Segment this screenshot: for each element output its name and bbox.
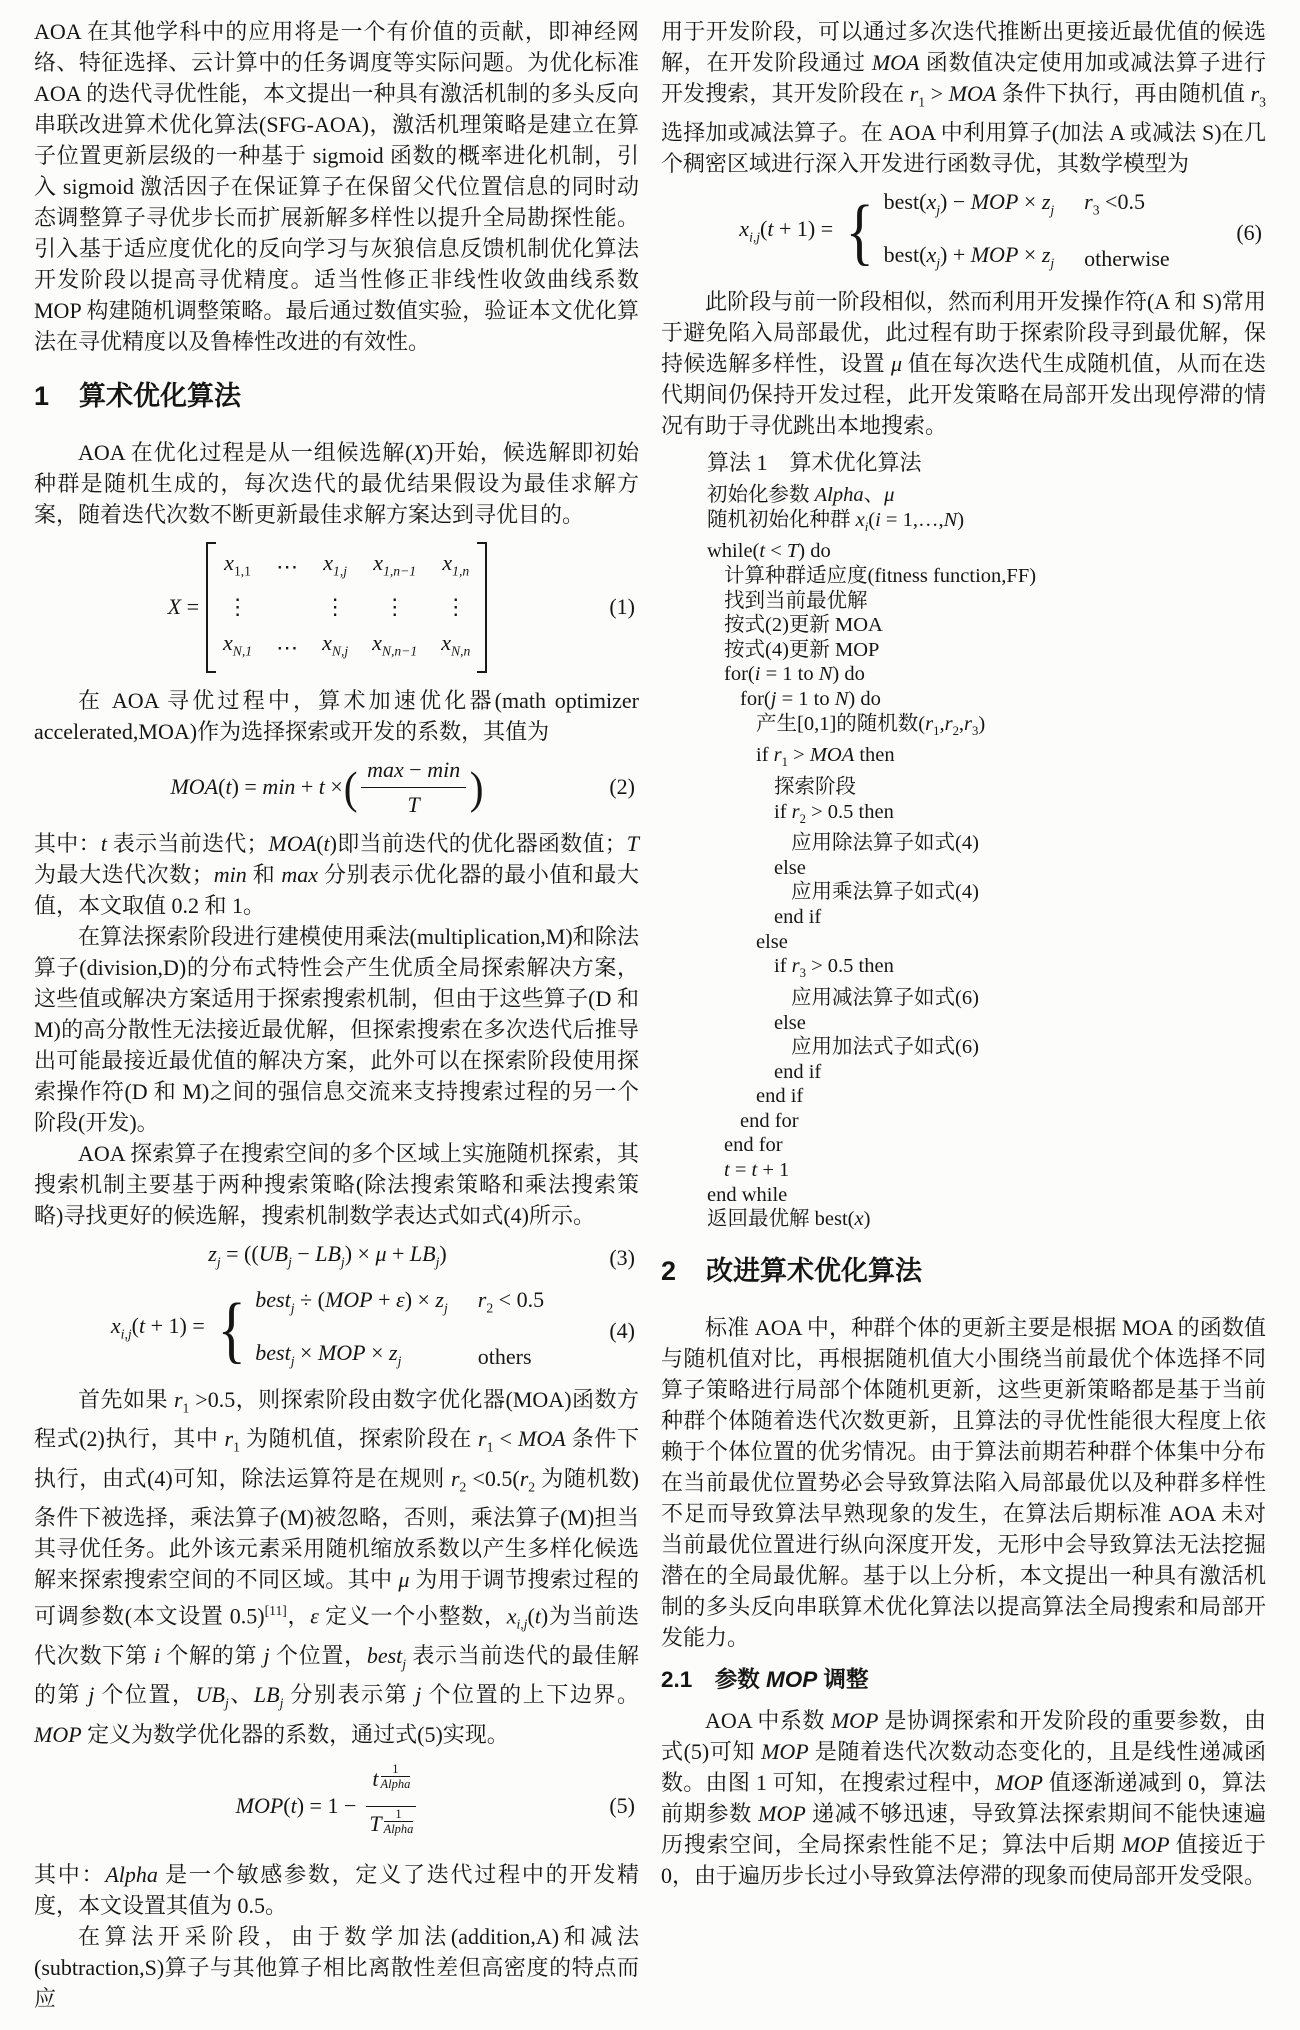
equation-lhs: MOA(t) = min + t × xyxy=(170,774,343,800)
cases xyxy=(255,1285,544,1376)
paragraph: 在算法探索阶段进行建模使用乘法(multiplication,M)和除法算子(division,D)的分布式特性会产生优质全局探索解决方案，这些值或解决方案适用于探索搜索机制，但由于这些算子(D 和 M)的高分散性无法接近最优解，但探索搜索在多次迭代后推导出可能最接近最优值的解决方案，此外可以在探索阶段使用探索操作符(D 和 M)之间的强信息交流来支持搜索过程的另一个阶段(开发)。 xyxy=(34,923,639,1135)
section-title: 改进算术优化算法 xyxy=(706,1255,923,1286)
algorithm-line: 应用乘法算子如式(4) xyxy=(791,881,979,904)
matrix-bracket-left-icon xyxy=(206,542,216,673)
brace-icon: { xyxy=(217,1288,246,1371)
section-number: 2 xyxy=(661,1255,677,1286)
algorithm-line: else xyxy=(756,930,788,953)
paragraph: 在 AOA 寻优过程中，算术加速优化器(math optimizer accelerated,MOA)作为选择探索或开发的系数，其值为 xyxy=(34,687,639,744)
equation-number: (6) xyxy=(1236,219,1262,245)
section-heading-1 xyxy=(34,379,639,413)
algorithm-line: 应用除法算子如式(4) xyxy=(791,832,979,855)
equation-3 xyxy=(34,1239,635,1277)
section-heading-2 xyxy=(661,1254,1266,1288)
equation-lhs: MOP(t) = 1 − xyxy=(235,1793,357,1819)
variable-t: t xyxy=(372,1765,379,1791)
algorithm-line: else xyxy=(774,856,806,879)
algorithm-line: end while xyxy=(707,1183,788,1206)
equation-number: (5) xyxy=(609,1793,635,1819)
variable-T: T xyxy=(369,1810,382,1836)
matrix-cell: ⋮ xyxy=(324,594,347,620)
algorithm-title: 算法 1 算术优化算法 xyxy=(707,450,922,476)
paren-left-icon: ( xyxy=(343,761,358,813)
matrix-cell: $x_{N,n}$ xyxy=(441,630,471,659)
algorithm-line: end if xyxy=(774,906,822,929)
equation-lhs: X = xyxy=(167,594,200,620)
case-expression: best$_j$ × MOP × $z_j$ xyxy=(255,1339,402,1368)
algorithm-line: 探索阶段 xyxy=(774,775,856,798)
paragraph: 其中：Alpha 是一个敏感参数，定义了迭代过程中的开发精度，本文设置其值为 0.5。 xyxy=(34,1861,639,1918)
algorithm-line: 产生[0,1]的随机数$(r_1,r_2,r_3)$ xyxy=(756,712,986,738)
case-condition: others xyxy=(477,1343,532,1369)
cases xyxy=(884,187,1170,278)
case-condition: $r_2 < 0.5$ xyxy=(477,1287,545,1316)
equation-lhs: $x_{i,j}(t + 1)$ = xyxy=(739,215,834,244)
equation-number: (1) xyxy=(609,594,635,620)
equation-number: (3) xyxy=(609,1244,635,1270)
algorithm-line: end for xyxy=(724,1134,783,1157)
algorithm-line: if $r_2 > 0.5$ then xyxy=(774,800,894,826)
algorithm-line: for(j = 1 to N) do xyxy=(740,688,881,711)
algorithm-line: 应用加法式子如式(6) xyxy=(791,1036,979,1059)
algorithm-line: end if xyxy=(774,1060,822,1083)
algorithm-line: 按式(2)更新 MOA xyxy=(724,614,883,637)
case-expression: $best(x_j)$ − MOP × $z_j$ xyxy=(883,189,1055,218)
algorithm-line: 随机初始化种群 $x_i(i$ = 1,…,N) xyxy=(707,508,965,534)
algorithm-line: 找到当前最优解 xyxy=(724,589,868,612)
algorithm-line: for(i = 1 to N) do xyxy=(724,663,865,686)
fraction-denominator: T xyxy=(407,791,420,817)
matrix-cell: ⋮ xyxy=(226,594,249,620)
case-condition: otherwise xyxy=(1084,245,1170,271)
algorithm-line: 应用减法算子如式(6) xyxy=(791,986,979,1009)
paragraph: 标准 AOA 中，种群个体的更新主要是根据 MOA 的函数值与随机值对比，再根据随机值大小围绕当前最优个体选择不同算子策略进行局部个体随机更新，这些更新策略都是基于当前种群个体随着迭代次数更新，且算法的寻优性能很大程度上依赖于个体位置的优劣情况。由于算法前期若种群个体集中分布在当前最优位置势必会导致算法陷入局部最优以及种群多样性不足而导致算法早熟现象的发生，在算法后期标准 AOA 未对当前最优位置进行纵向深度开发，无形中会导致算法无法挖掘潜在的全局最优解。基于以上分析，本文提出一种具有激活机制的多头反向串联算术优化算法以提高算法全局搜索和局部开发能力。 xyxy=(661,1314,1266,1650)
equation-1 xyxy=(34,542,635,673)
matrix-cell: $x_{1,j}$ xyxy=(323,550,348,579)
fraction xyxy=(366,1761,416,1849)
right-column xyxy=(661,16,1266,2014)
algorithm-block xyxy=(661,483,1266,1232)
algorithm-line: 按式(4)更新 MOP xyxy=(724,638,880,661)
equation-2 xyxy=(34,755,635,820)
algorithm-line: if $r_3 > 0.5$ then xyxy=(774,955,894,981)
case-expression: $best(x_j)$ + MOP × $z_j$ xyxy=(883,241,1055,271)
equation-4 xyxy=(34,1285,635,1376)
equation-number: (4) xyxy=(609,1317,635,1343)
paragraph-abstract: AOA 在其他学科中的应用将是一个有价值的贡献，即神经网络、特征选择、云计算中的任务调度等实际问题。为优化标准 AOA 的迭代寻优性能，本文提出一种具有激活机制的多头反向串联改进算术优化算法(SFG-AOA)，激活机理策略是建立在算子位置更新层级的一种基于 sigmoid 函数的概率进化机制，引入 sigmoid 激活因子在保证算子在保留父代位置信息的同时动态调整算子寻优步长而扩展新解多样性以提升全局勘探性能。引入基于适应度优化的反向学习与灰狼信息反馈机制优化算法开发阶段以提高寻优精度。适当性修正非线性收敛曲线系数 MOP 构建随机调整策略。最后通过数值实验，验证本文优化算法在寻优精度以及鲁棒性改进的有效性。 xyxy=(34,19,639,354)
section-number: 1 xyxy=(34,381,50,411)
equation-6 xyxy=(661,187,1262,278)
algorithm-line: 返回最优解 best(x) xyxy=(707,1208,871,1231)
section-title: 算术优化算法 xyxy=(79,381,242,411)
paragraph: 用于开发阶段，可以通过多次迭代推断出更接近最优值的候选解，在开发阶段通过 MOA 函数值决定使用加或减法算子进行开发搜索，其开发阶段在 $r_1$ > MOA 条件下执行，再由随机值 $r_3$ 选择加或减法算子。在 AOA 中利用算子(加法 A 或减法 S)在几个稠密区域进行深入开发进行函数寻优，其数学模型为 xyxy=(661,19,1266,177)
fraction-numerator xyxy=(366,1761,416,1807)
algorithm-line: 计算种群适应度(fitness function,FF) xyxy=(724,565,1037,588)
matrix-cell: ⋯ xyxy=(276,634,299,660)
matrix-bracket-right-icon xyxy=(477,542,487,673)
case-expression: best$_j$ ÷ $(MOP + \varepsilon) \times z_j$ xyxy=(255,1287,448,1316)
algorithm-line: t = t + 1 xyxy=(724,1159,790,1182)
exponent-fraction: 1 Alpha xyxy=(380,1761,411,1791)
matrix-cell: ⋯ xyxy=(276,554,299,580)
matrix xyxy=(221,542,472,673)
paragraph: 首先如果 $r_1 >0.5$，则探索阶段由数字优化器(MOA)函数方程式(2)执行，其中 $r_1$ 为随机值，探索阶段在 $r_1$ < MOA 条件下执行，由式(4)可知，除法运算符是在规则 $r_2 <0.5(r_2$ 为随机数)条件下被选择，乘法算子(M)被忽略，否则，乘法算子(M)担当其寻优任务。此外该元素采用随机缩放系数以产生多样化候选解来探索搜索空间的不同区域。其中 μ 为用于调节搜索过程的可调参数(本文设置 0.5)[11]，ε 定义一个小整数，$x_{i,j}(t)$为当前迭代次数下第 i 个解的第 j 个位置，best$_j$ 表示当前迭代的最佳解的第 j 个位置，$UB_j$、$LB_j$ 分别表示第 j 个位置的上下边界。MOP 定义为数学优化器的系数，通过式(5)实现。 xyxy=(34,1386,640,1747)
algorithm-line: 初始化参数 Alpha、μ xyxy=(707,484,895,507)
equation-lhs: $x_{i,j}(t + 1)$ = xyxy=(110,1313,205,1342)
algorithm-line: else xyxy=(774,1011,806,1034)
algorithm-line: while(t < T) do xyxy=(707,540,831,563)
paragraph: 此阶段与前一阶段相似，然而利用开发操作符(A 和 S)常用于避免陷入局部最优，此过程有助于探索阶段寻到最优解，保持候选解多样性，设置 μ 值在每次迭代生成随机值，从而在迭代期间仍保持开发过程，此开发策略在局部开发出现停滞的情况有助于寻优跳出本地搜索。 xyxy=(661,289,1266,439)
paragraph: AOA 探索算子在搜索空间的多个区域上实施随机探索，其搜索机制主要基于两种搜索策略(除法搜索策略和乘法搜索策略)寻找更好的候选解，搜索机制数学表达式如式(4)所示。 xyxy=(34,1140,639,1228)
matrix-cell: $x_{N,1}$ xyxy=(223,630,253,659)
matrix-cell: $x_{1,1}$ xyxy=(224,550,251,579)
brace-icon: { xyxy=(845,191,875,274)
algorithm-line: if $r_1$ > MOA then xyxy=(756,744,895,770)
paren-right-icon: ) xyxy=(469,761,484,813)
fraction xyxy=(361,755,466,820)
equation-5 xyxy=(34,1761,635,1849)
left-column xyxy=(34,16,639,2014)
paragraph: AOA 在优化过程是从一组候选解(X)开始，候选解即初始种群是随机生成的，每次迭代的最优结果假设为最佳求解方案，随着迭代次数不断更新最佳求解方案达到寻优目的。 xyxy=(34,440,639,527)
fraction-denominator xyxy=(366,1807,416,1849)
case-condition: $r_3 <0.5$ xyxy=(1084,189,1145,218)
paragraph: AOA 中系数 MOP 是协调探索和开发阶段的重要参数，由式(5)可知 MOP 是随着迭代次数动态变化的，且是线性递减函数。由图 1 可知，在搜索过程中，MOP 值逐渐递减到 0，算法前期参数 MOP 递减不够迅速，导致算法探索期间不能快速遍历搜索空间，全局探索性能不足；算法中后期 MOP 值接近于 0，由于遍历步长过小导致算法停滞的现象而使局部开发受限。 xyxy=(661,1707,1267,1888)
algorithm-line: end for xyxy=(740,1109,799,1132)
matrix-cell: $x_{1,n-1}$ xyxy=(373,550,417,579)
matrix-cell: $x_{N,j}$ xyxy=(322,630,349,659)
paragraph: 其中：t 表示当前迭代；MOA(t)即当前迭代的优化器函数值；T 为最大迭代次数；min 和 max 分别表示优化器的最小值和最大值，本文取值 0.2 和 1。 xyxy=(34,830,639,918)
matrix-cell: ⋮ xyxy=(383,594,406,620)
paragraph: 在算法开采阶段，由于数学加法(addition,A)和减法(subtraction,S)算子与其他算子相比离散性差但高密度的特点而应 xyxy=(34,1923,639,2011)
exponent-fraction: 1 Alpha xyxy=(383,1806,414,1836)
algorithm-line: end if xyxy=(756,1085,804,1108)
matrix-cell: $x_{1,n}$ xyxy=(442,550,470,579)
equation-number: (2) xyxy=(609,774,635,800)
equation-body: $z_j = ((UB_j - LB_j) \times \mu + LB_j)$ xyxy=(208,1240,447,1270)
fraction-numerator: max − min xyxy=(361,755,466,788)
matrix-cell: ⋮ xyxy=(444,594,467,620)
matrix-cell: $x_{N,n-1}$ xyxy=(372,630,418,659)
subsection-heading-2-1: 2.1 参数 MOP 调整 xyxy=(661,1666,869,1692)
